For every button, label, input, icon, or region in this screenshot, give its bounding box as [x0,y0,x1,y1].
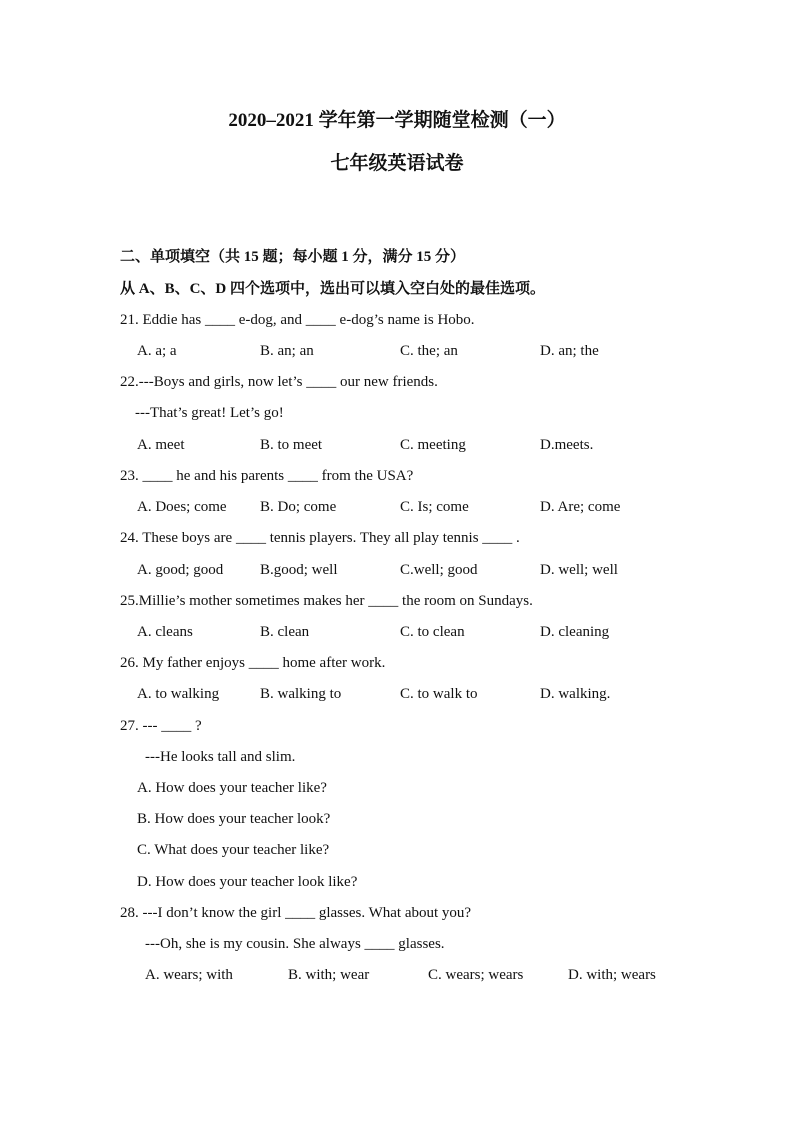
option-a: A. meet [137,437,185,453]
option-b: B. an; an [260,343,314,359]
option-b: B. with; wear [288,967,370,983]
option-a: A. good; good [137,562,224,578]
question-stem: 27. --- ____ ? [120,718,202,734]
option-d: D. Are; come [540,499,621,515]
option-d: D. with; wears [568,967,656,983]
option-b: B. Do; come [260,499,337,515]
option-a: A. wears; with [145,967,233,983]
question-stem: 21. Eddie has ____ e-dog, and ____ e-dog’s name is Hobo. [120,312,475,328]
option-b: B. to meet [260,437,323,453]
option-a: A. to walking [137,686,220,702]
question-stem: 25.Millie’s mother sometimes makes her ____ the room on Sundays. [120,593,533,609]
option-d: D. How does your teacher look like? [137,874,358,890]
option-a: A. Does; come [137,499,227,515]
option-c: C. What does your teacher like? [137,842,330,858]
option-b: B.good; well [260,562,338,578]
option-c: C. to walk to [400,686,478,702]
option-d: D.meets. [540,437,594,453]
option-c: C. wears; wears [428,967,524,983]
exam-title: 2020–2021 学年第一学期随堂检测（一） [228,110,566,131]
option-d: D. well; well [540,562,618,578]
option-c: C. to clean [400,624,465,640]
question-stem: 26. My father enjoys ____ home after work. [120,655,386,671]
option-a: A. cleans [137,624,193,640]
section-instruction: 从 A、B、C、D 四个选项中，选出可以填入空白处的最佳选项。 [120,281,546,297]
question-stem: 23. ____ he and his parents ____ from the USA? [120,468,414,484]
question-stem: 24. These boys are ____ tennis players. They all play tennis ____ . [120,530,520,546]
question-dialogue: ---That’s great! Let’s go! [135,405,284,421]
exam-subtitle: 七年级英语试卷 [330,153,464,174]
option-c: C.well; good [400,562,478,578]
question-dialogue: ---He looks tall and slim. [145,749,296,765]
option-d: D. cleaning [540,624,610,640]
option-d: D. walking. [540,686,611,702]
option-a: A. How does your teacher like? [137,780,327,796]
option-b: B. clean [260,624,310,640]
question-stem: 28. ---I don’t know the girl ____ glasses. What about you? [120,905,472,921]
option-b: B. How does your teacher look? [137,811,331,827]
option-c: C. meeting [400,437,466,453]
option-d: D. an; the [540,343,599,359]
option-b: B. walking to [260,686,342,702]
question-stem: 22.---Boys and girls, now let’s ____ our new friends. [120,374,438,390]
section-heading: 二、单项填空（共 15 题；每小题 1 分，满分 15 分） [120,249,466,265]
option-a: A. a; a [137,343,177,359]
option-c: C. the; an [400,343,458,359]
option-c: C. Is; come [400,499,469,515]
question-dialogue: ---Oh, she is my cousin. She always ____ glasses. [145,936,445,952]
